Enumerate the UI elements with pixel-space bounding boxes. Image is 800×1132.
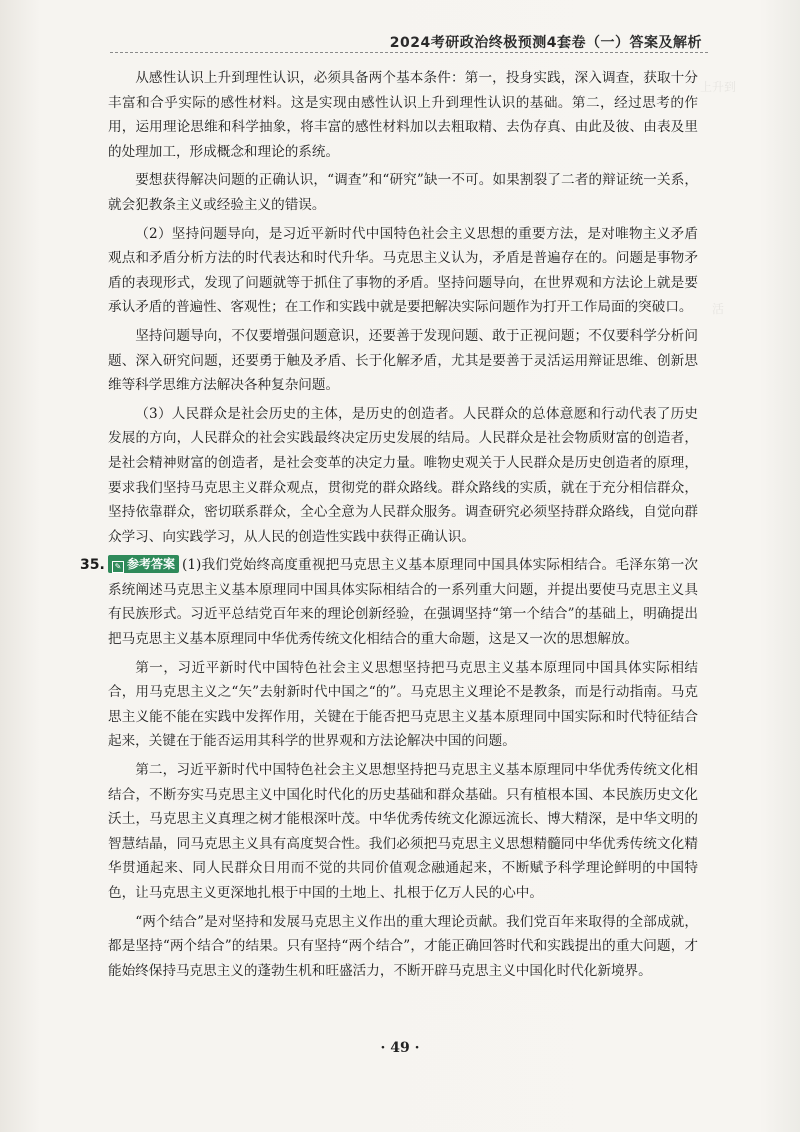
paragraph: 第二，习近平新时代中国特色社会主义思想坚持把马克思主义基本原理同中华优秀传统文化相结合，不断夯实马克思主义中国化时代化的历史基础和群众基础。只有植根本国、本民族历史文化沃土，马克思主义真理之树才能根深叶茂。中华优秀传统文化源远流长、博大精深，是中华文明的智慧结晶，同马克思主义具有高度契合性。我们必须把马克思主义思想精髓同中华优秀传统文化精华贯通起来、同人民群众日用而不觉的共同价值观念融通起来，不断赋予科学理论鲜明的中国特色，让马克思主义更深地扎根于中国的土地上、扎根于亿万人民的心中。 (108, 762, 698, 901)
header-divider (110, 52, 708, 53)
paragraph: （3）人民群众是社会历史的主体，是历史的创造者。人民群众的总体意愿和行动代表了历史发展的方向，人民群众的社会实践最终决定历史发展的结局。人民群众是社会物质财富的创造者，是社会精神财富的创造者，是社会变革的决定力量。唯物史观关于人民群众是历史创造者的原理，要求我们坚持马克思主义群众观点，贯彻党的群众路线。群众路线的实质，就在于充分相信群众，坚持依靠群众，密切联系群众，全心全意为人民群众服务。调查研究必须坚持群众路线，自觉向群众学习、向实践学习，从人民的创造性实践中获得正确认识。 (108, 405, 698, 545)
paragraph: “两个结合”是对坚持和发展马克思主义作出的重大理论贡献。我们党百年来取得的全部成就，都是坚持“两个结合”的结果。只有坚持“两个结合”，才能正确回答时代和实践提出的重大问题，才能始终保持马克思主义的蓬勃生机和旺盛活力，不断开辟马克思主义中国化时代化新境界。 (108, 913, 698, 979)
page-number: · 49 · (380, 1040, 420, 1056)
bleed-through-text: 活 (712, 302, 725, 316)
page-header (0, 30, 800, 54)
question-number: 35. (80, 557, 105, 574)
edit-icon: ✎ (112, 561, 124, 573)
badge-label: 参考答案 (127, 557, 176, 572)
paragraph: 从感性认识上升到理性认识，必须具备两个基本条件：第一，投身实践，深入调查，获取十分丰富和合乎实际的感性材料。这是实现由感性认识上升到理性认识的基础。第二，经过思考的作用，运用理论思维和科学抽象，将丰富的感性材料加以去粗取精、去伪存真、由此及彼、由表及里的处理加工，形成概念和理论的系统。 (108, 70, 698, 160)
header-title: 2024考研政治终极预测4套卷（一）答案及解析 (389, 35, 702, 51)
paragraph: 要想获得解决问题的正确认识，“调查”和“研究”缺一不可。如果割裂了二者的辩证统一关系，就会犯教条主义或经验主义的错误。 (108, 172, 698, 213)
paragraph: （2）坚持问题导向，是习近平新时代中国特色社会主义思想的重要方法，是对唯物主义矛盾观点和矛盾分析方法的时代表达和时代升华。马克思主义认为，矛盾是普遍存在的。问题是事物矛盾的表现形式，发现了问题就等于抓住了事物的矛盾。坚持问题导向，在世界观和方法论上就是要承认矛盾的普遍性、客观性；在工作和实践中就是要把解决实际问题作为打开工作局面的突破口。 (108, 225, 698, 316)
paragraph: 第一，习近平新时代中国特色社会主义思想坚持把马克思主义基本原理同中国具体实际相结合，用马克思主义之“矢”去射新时代中国之“的”。马克思主义理论不是教条，而是行动指南。马克思主义能不能在实践中发挥作用，关键在于能否把马克思主义基本原理同中国实际和时代特征结合起来，关键在于能否运用其科学的世界观和方法论解决中国的问题。 (108, 659, 698, 750)
bleed-through-text: 上升到 (700, 80, 737, 94)
reference-answer-badge (108, 555, 179, 573)
question-35-answer (80, 553, 698, 651)
answer-content (80, 66, 698, 987)
paragraph: 坚持问题导向，不仅要增强问题意识，还要善于发现问题、敢于正视问题；不仅要科学分析问题、深入研究问题，还要勇于触及矛盾、长于化解矛盾，尤其是要善于灵活运用辩证思维、创新思维等科学思维方法解决各种复杂问题。 (108, 327, 698, 394)
paragraph: (1)我们党始终高度重视把马克思主义基本原理同中国具体实际相结合。毛泽东第一次系统阐述马克思主义基本原理同中国具体实际相结合的一系列重大问题，并提出要使马克思主义具有民族形式。习近平总结党百年来的理论创新经验，在强调坚持“第一个结合”的基础上，明确提出把马克思主义基本原理同中华优秀传统文化相结合的重大命题，这是又一次的思想解放。 (108, 557, 698, 648)
